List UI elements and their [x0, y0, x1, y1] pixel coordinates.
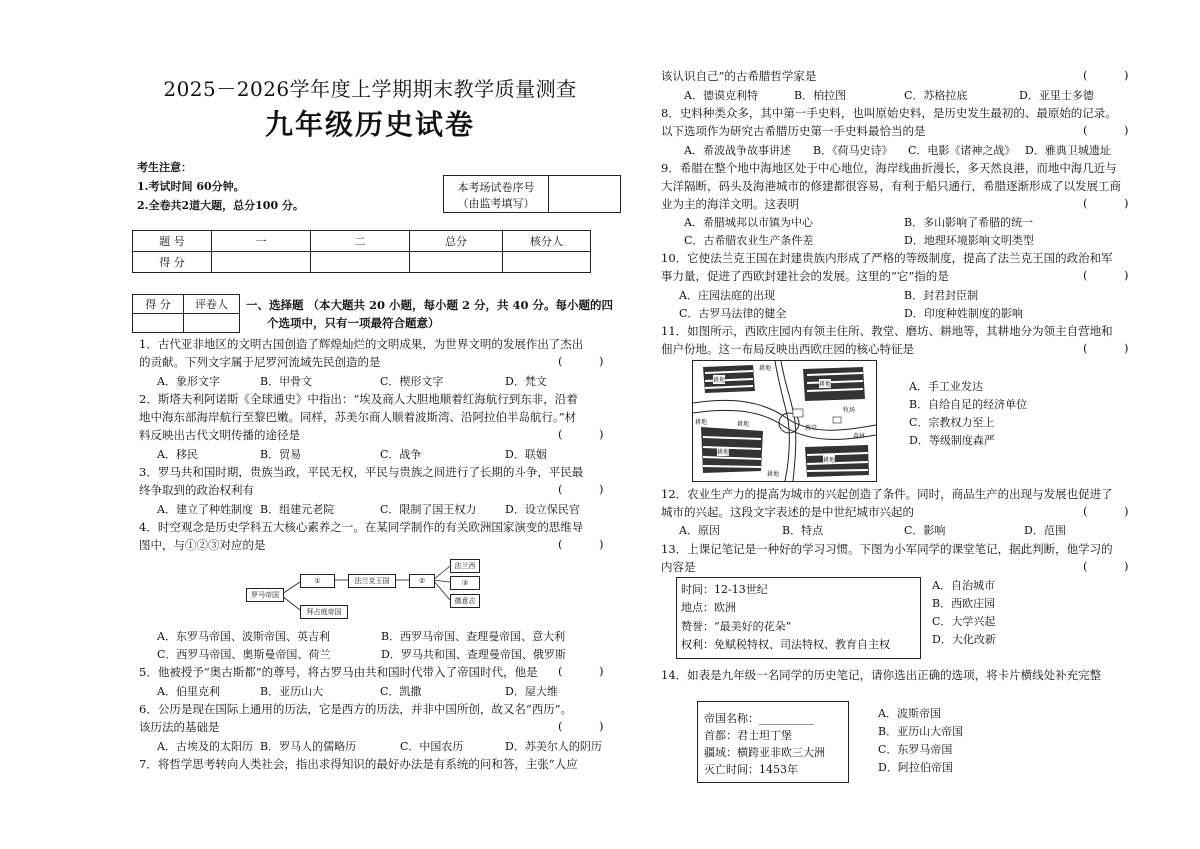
q3-option-d[interactable]: D．设立保民官 — [505, 503, 580, 516]
q2-option-c[interactable]: C．战争 — [380, 448, 422, 461]
grader-cell — [133, 314, 184, 333]
q4-text: 4．时空观念是历史学科五大核心素养之一。在某同学制作的有关欧洲国家演变的思维导 — [139, 520, 584, 534]
serial-number-box — [443, 175, 621, 213]
score-row-label: 得 分 — [133, 252, 212, 273]
q5-option-b[interactable]: B．亚历山大 — [260, 685, 324, 698]
score-cell — [410, 252, 503, 273]
q7-option-b[interactable]: B．柏拉图 — [794, 89, 847, 102]
q10-option-c[interactable]: C．古罗马法律的健全 — [679, 307, 787, 320]
q14-option-a[interactable]: A．波斯帝国 — [878, 707, 941, 720]
q13-option-c[interactable]: C．大学兴起 — [932, 615, 996, 628]
grader-cell — [184, 314, 240, 333]
map-label: 教堂 — [805, 425, 818, 432]
q13-answer-paren[interactable]: ( ) — [1083, 559, 1129, 573]
score-cell — [212, 252, 311, 273]
q9-text: 9．希腊在整个地中海地区处于中心地位，海岸线曲折漫长，多天然良港，而地中海几近与 — [661, 161, 1117, 175]
q6-text: 该历法的基础是 — [139, 720, 220, 734]
grader-table — [132, 294, 240, 333]
q11-answer-paren[interactable]: ( ) — [1083, 341, 1129, 355]
q1-answer-paren[interactable]: ( ) — [558, 354, 604, 368]
q13-text: 13．上课记笔记是一种好的学习习惯。下图为小军同学的课堂笔记，据此判断，他学习的 — [661, 542, 1113, 556]
q14-option-b[interactable]: B．亚历山大帝国 — [878, 725, 964, 738]
q13-text: 内容是 — [661, 560, 696, 574]
q8-option-c[interactable]: C．电影《诸神之战》 — [908, 144, 1016, 157]
q4-option-b[interactable]: B．西罗马帝国、查理曼帝国、意大利 — [381, 630, 566, 643]
q9-option-d[interactable]: D．地理环境影响文明类型 — [904, 234, 1034, 247]
q7-option-c[interactable]: C．苏格拉底 — [904, 89, 968, 102]
q8-answer-paren[interactable]: ( ) — [1083, 123, 1129, 137]
q2-option-a[interactable]: A．移民 — [157, 448, 198, 461]
q6-answer-paren[interactable]: ( ) — [558, 719, 604, 733]
notice-heading: 考生注意： — [137, 161, 192, 174]
q6-option-d[interactable]: D．苏美尔人的阴历 — [505, 740, 602, 753]
map-label: 耕地 — [713, 377, 726, 384]
q6-option-c[interactable]: C．中国农历 — [400, 740, 464, 753]
q1-option-b[interactable]: B．甲骨文 — [260, 375, 313, 388]
q1-option-a[interactable]: A．象形文字 — [157, 375, 220, 388]
q14-option-c[interactable]: C．东罗马帝国 — [878, 743, 953, 756]
map-label: 牧场 — [843, 407, 856, 414]
note-rights: 权利：免赋税特权、司法特权、教育自主权 — [681, 638, 890, 651]
q4-text: 图中，与①②③对应的是 — [139, 538, 266, 552]
map-label: 森林 — [853, 433, 866, 440]
mindmap-node-2: ② — [409, 574, 435, 588]
q5-option-a[interactable]: A．伯里克利 — [157, 685, 220, 698]
q3-option-c[interactable]: C．限制了国王权力 — [380, 503, 477, 516]
q10-option-a[interactable]: A．庄园法庭的出现 — [679, 289, 775, 302]
score-header-checker: 核分人 — [503, 231, 591, 252]
section1-heading-cont: 个选项中，只有一项最符合题意） — [267, 316, 440, 330]
q2-text: 2．斯塔夫利阿诺斯《全球通史》中指出：“埃及商人大胆地顺着红海航行到东非，沿着 — [139, 392, 578, 406]
q12-option-c[interactable]: C．影响 — [904, 524, 946, 537]
q8-option-a[interactable]: A．希波战争故事讲述 — [684, 144, 791, 157]
q7-option-d[interactable]: D．亚里士多德 — [1019, 89, 1094, 102]
serial-label — [444, 176, 549, 212]
q9-text: 业为主的海洋文明。这表明 — [661, 197, 799, 211]
q9-option-b[interactable]: B．多山影响了希腊的统一 — [904, 216, 1034, 229]
notice-line1: 1.考试时间 60分钟。 — [137, 180, 245, 193]
q9-option-c[interactable]: C．古希腊农业生产条件差 — [684, 234, 814, 247]
q11-text: 佃户份地。这一布局反映出西欧庄园的核心特征是 — [661, 342, 914, 356]
q1-option-d[interactable]: D．梵文 — [505, 375, 547, 388]
q9-option-a[interactable]: A．希腊城邦以市镇为中心 — [684, 216, 813, 229]
mind-map — [244, 556, 484, 618]
q1-text: 1．古代亚非地区的文明古国创造了辉煌灿烂的文明成果，为世界文明的发展作出了杰出 — [139, 337, 584, 351]
q14-option-d[interactable]: D．阿拉伯帝国 — [878, 761, 953, 774]
q5-text: 5．他被授予“奥古斯都”的尊号，将古罗马由共和国时代带入了帝国时代，他是 — [139, 665, 538, 679]
mindmap-germany: 德意志 — [450, 594, 480, 608]
q13-option-d[interactable]: D．大化改新 — [932, 633, 996, 646]
q11-option-a[interactable]: A．手工业发达 — [909, 380, 983, 393]
grader-reviewer: 评卷人 — [184, 295, 240, 314]
q8-text: 以下选项作为研究古希腊历史第一手史料最恰当的是 — [661, 124, 926, 138]
q12-text: 城市的兴起。这段文字表述的是中世纪城市兴起的 — [661, 505, 914, 519]
q10-option-d[interactable]: D．印度种姓制度的影响 — [904, 307, 1023, 320]
q7-answer-paren[interactable]: ( ) — [1083, 68, 1129, 82]
mindmap-node-1: ① — [300, 574, 335, 588]
note-place: 地点：欧洲 — [681, 601, 736, 614]
class-note-box — [676, 577, 921, 659]
score-header-1: 一 — [212, 231, 311, 252]
q12-answer-paren[interactable]: ( ) — [1083, 504, 1129, 518]
map-label: 耕地 — [717, 449, 730, 456]
q1-text: 的贡献。下列文字属于尼罗河流域先民创造的是 — [139, 355, 381, 369]
score-cell — [311, 252, 410, 273]
map-label: 耕地 — [695, 419, 708, 426]
q10-text: 10．它使法兰克王国在封建贵族内形成了严格的等级制度，提高了法兰克王国的政治和军 — [661, 251, 1113, 265]
notice-line2: 2.全卷共2道大题，总分100 分。 — [137, 199, 304, 212]
card-name: 帝国名称：__________ — [704, 712, 814, 725]
q8-option-b[interactable]: B．《荷马史诗》 — [813, 144, 893, 157]
map-label: 耕地 — [759, 365, 772, 372]
history-card-box — [697, 701, 849, 783]
q11-text: 11．如图所示，西欧庄园内有领主住所、教堂、磨坊、耕地等，其耕地分为领主自营地和 — [661, 324, 1113, 338]
exam-title-line2: 九年级历史试卷 — [264, 108, 475, 141]
section1-heading: 一、选择题 （本大题共 20 小题，每小题 2 分，共 40 分。每小题的四 — [246, 298, 614, 312]
map-label: 耕地 — [737, 421, 750, 428]
q6-text: 6．公历是现在国际上通用的历法，它是西方的历法，并非中国所创，故又名“西历”。 — [139, 702, 573, 716]
q13-option-a[interactable]: A．自治城市 — [932, 579, 995, 592]
q11-option-d[interactable]: D．等级制度森严 — [909, 434, 995, 447]
q3-option-b[interactable]: B．组建元老院 — [260, 503, 335, 516]
q2-answer-paren[interactable]: ( ) — [558, 427, 604, 441]
q4-option-d[interactable]: D．罗马共和国、查理曼帝国、俄罗斯 — [381, 648, 566, 661]
q7-text: 7．将哲学思考转向人类社会，指出求得知识的最好办法是有系统的问和答，主张“人应 — [139, 757, 578, 771]
q3-text: 终争取到的政治权利有 — [139, 483, 254, 497]
q8-text: 8．史料种类众多，其中第一手史料，也叫原始史料，是历史发生最初的、最原始的记录。 — [661, 106, 1117, 120]
exam-title-line1: 2025－2026学年度上学期期末教学质量测查 — [163, 77, 577, 101]
manor-map — [692, 360, 877, 482]
q12-option-a[interactable]: A．原因 — [679, 524, 720, 537]
q9-answer-paren[interactable]: ( ) — [1083, 196, 1129, 210]
q11-option-b[interactable]: B．自给自足的经济单位 — [909, 398, 1028, 411]
map-label: 耕地 — [823, 457, 836, 464]
q4-option-a[interactable]: A．东罗马帝国、波斯帝国、英吉利 — [157, 630, 330, 643]
q3-text: 3．罗马共和国时期，贵族当政，平民无权，平民与贵族之间进行了长期的斗争，平民最 — [139, 465, 584, 479]
mindmap-frank: 法兰克王国 — [348, 574, 396, 588]
mindmap-node-3: ③ — [450, 576, 480, 590]
map-label: 耕地 — [767, 471, 780, 478]
map-label: 耕地 — [819, 381, 832, 388]
q8-option-d[interactable]: D．雅典卫城遗址 — [1025, 144, 1111, 157]
q5-option-d[interactable]: D．屋大维 — [505, 685, 558, 698]
q12-option-d[interactable]: D．范围 — [1024, 524, 1066, 537]
q3-option-a[interactable]: A．建立了种姓制度 — [157, 503, 253, 516]
q4-option-c[interactable]: C．西罗马帝国、奥斯曼帝国、荷兰 — [157, 648, 331, 661]
q3-answer-paren[interactable]: ( ) — [558, 482, 604, 496]
score-header-no: 题 号 — [133, 231, 212, 252]
card-capital: 首都：君士坦丁堡 — [704, 729, 792, 742]
q7-option-a[interactable]: A．德谟克利特 — [684, 89, 758, 102]
q2-option-d[interactable]: D．联姻 — [505, 448, 547, 461]
serial-label-line2: （由监考填写） — [457, 197, 535, 210]
note-time: 时间：12-13世纪 — [681, 583, 768, 596]
q2-text: 地中海东部海岸航行至黎巴嫩。同样，苏美尔商人顺着波斯湾、沿阿拉伯半岛航行。”材 — [139, 410, 577, 424]
note-praise: 赞誉：“最美好的花朵” — [681, 620, 792, 633]
q11-option-c[interactable]: C．宗教权力至上 — [909, 416, 995, 429]
q12-text: 12．农业生产力的提高为城市的兴起创造了条件。同时，商品生产的出现与发展也促进了 — [661, 487, 1113, 501]
card-fall: 灭亡时间：1453年 — [704, 763, 798, 776]
serial-label-line1: 本考场试卷序号 — [457, 181, 535, 194]
q9-text: 大洋隔断，码头及海港城市的修建都很容易，有利于船只通行，希腊逐渐形成了以发展工商 — [661, 179, 1121, 193]
q4-answer-paren[interactable]: ( ) — [558, 537, 604, 551]
grader-score: 得 分 — [133, 295, 184, 314]
q10-option-b[interactable]: B．封君封臣制 — [904, 289, 979, 302]
q5-answer-paren[interactable]: ( ) — [558, 664, 604, 678]
q6-option-a[interactable]: A．古埃及的太阳历 — [157, 740, 253, 753]
mindmap-byzantine: 拜占庭帝国 — [300, 605, 348, 619]
score-header-total: 总分 — [410, 231, 503, 252]
card-territory: 疆域：横跨亚非欧三大洲 — [704, 746, 825, 759]
q6-option-b[interactable]: B．罗马人的儒略历 — [260, 740, 357, 753]
mindmap-rome: 罗马帝国 — [246, 588, 284, 602]
score-table — [132, 230, 591, 273]
score-header-2: 二 — [311, 231, 410, 252]
q7-text-cont: 该认识自己”的古希腊哲学家是 — [661, 69, 817, 83]
score-cell — [503, 252, 591, 273]
q5-option-c[interactable]: C．凯撒 — [380, 685, 422, 698]
q10-answer-paren[interactable]: ( ) — [1083, 268, 1129, 282]
q1-option-c[interactable]: C．楔形文字 — [380, 375, 444, 388]
q14-text: 14．如表是九年级一名同学的历史笔记，请你选出正确的选项，将卡片横线处补充完整 — [661, 668, 1102, 682]
q12-option-b[interactable]: B．特点 — [782, 524, 824, 537]
q10-text: 事力量，促进了西欧封建社会的发展。这里的“它”指的是 — [661, 269, 949, 283]
mindmap-france: 法兰西 — [450, 559, 480, 573]
q13-option-b[interactable]: B．西欧庄园 — [932, 597, 996, 610]
q2-option-b[interactable]: B．贸易 — [260, 448, 302, 461]
q2-text: 料反映出古代文明传播的途径是 — [139, 428, 300, 442]
